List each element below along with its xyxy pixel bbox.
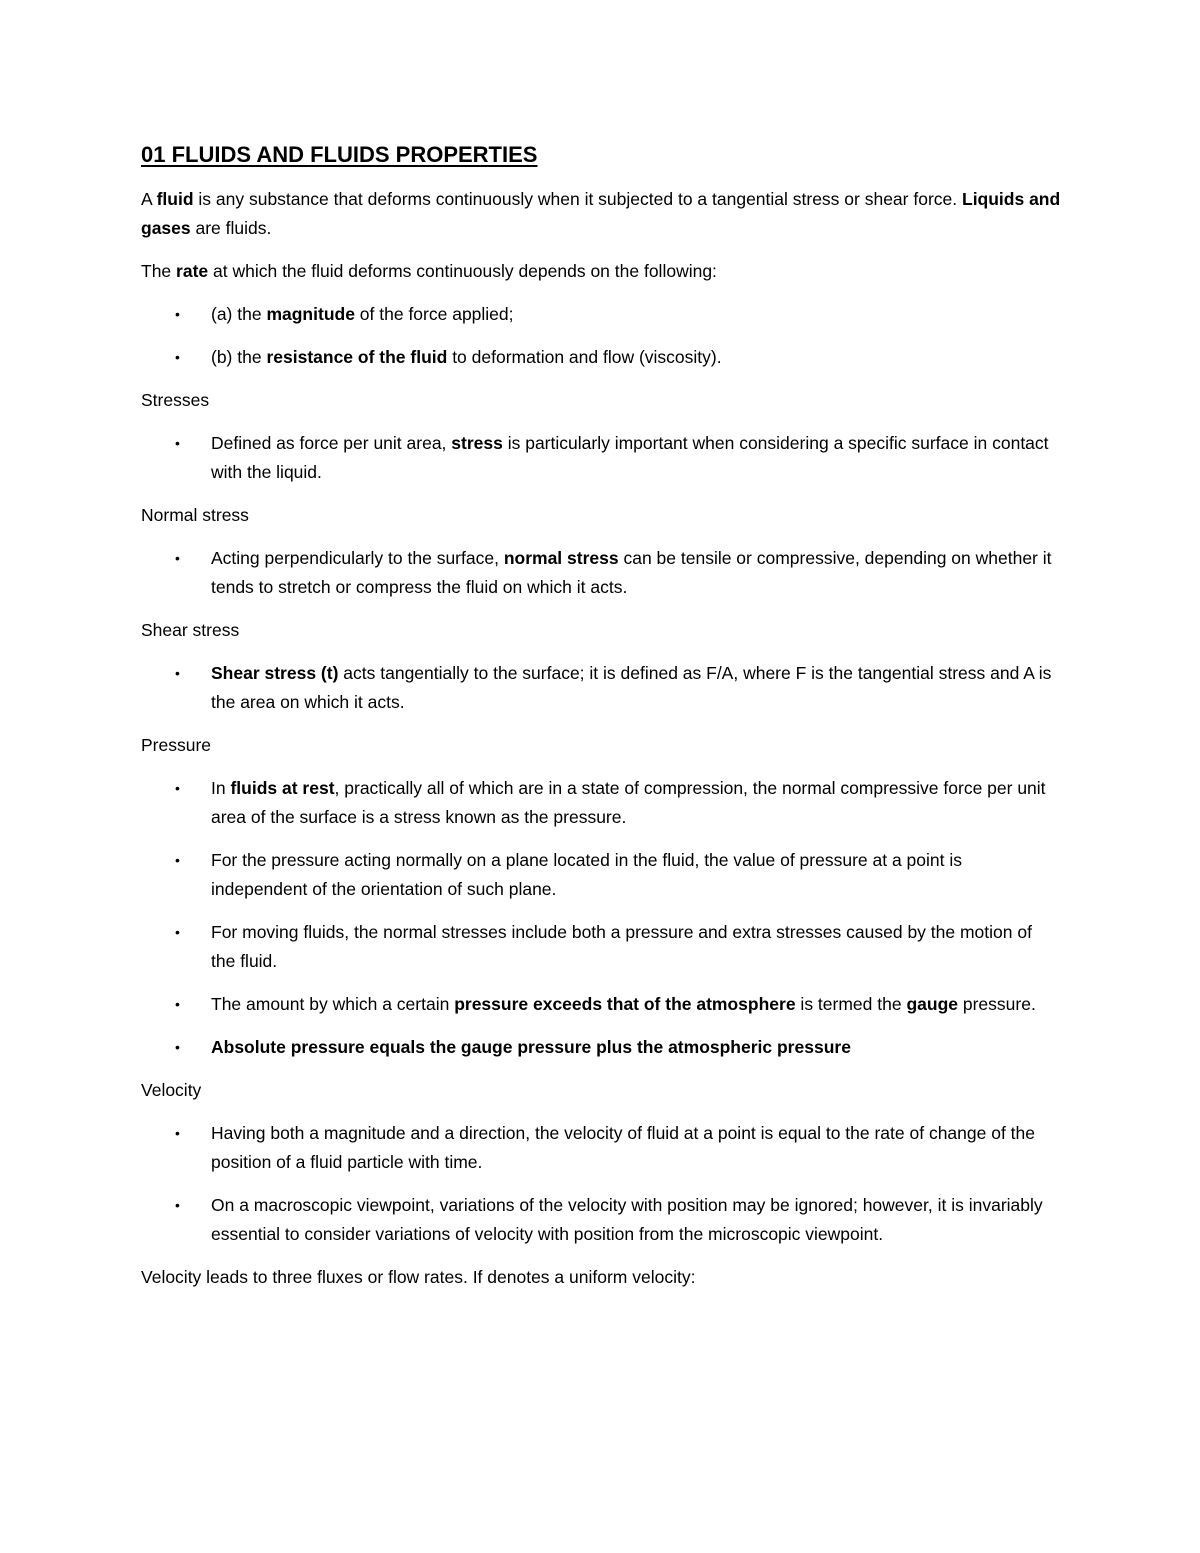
bold-term: gauge <box>906 993 958 1014</box>
text-run: , practically all of which are in a state of compression, the normal compressive force per unit area of the surface is a stress known as the pressure. <box>211 777 1046 827</box>
section-heading-pressure: Pressure <box>141 734 212 755</box>
text-run: The <box>141 260 177 281</box>
section-heading-stresses: Stresses <box>141 389 210 410</box>
section-heading-velocity: Velocity <box>141 1079 202 1100</box>
closing-paragraph: Velocity leads to three fluxes or flow rates. If denotes a uniform velocity: <box>141 1266 696 1287</box>
text-run: is any substance that deforms continuously when it subjected to a tangential stress or shear force. <box>193 188 962 209</box>
text-run: In <box>211 777 231 798</box>
list-item <box>141 429 1061 487</box>
fluid-definition-paragraph <box>141 185 1061 243</box>
pressure-list <box>141 774 1061 1062</box>
text-run: On a macroscopic viewpoint, variations of the velocity with position may be ignored; however, it is invariably essential to consider variations of velocity with position from the microscopic viewpoint. <box>211 1194 1043 1244</box>
bullet-icon: • <box>175 923 180 940</box>
text-run: is termed the <box>795 993 907 1014</box>
bold-term: rate <box>176 260 209 281</box>
text-run: Having both a magnitude and a direction, the velocity of fluid at a point is equal to the rate of change of the position of a fluid particle with time. <box>211 1122 1036 1172</box>
text-run: to deformation and flow (viscosity). <box>447 346 722 367</box>
bullet-icon: • <box>175 1124 180 1141</box>
bullet-icon: • <box>175 434 180 451</box>
text-run: of the force applied; <box>354 303 514 324</box>
list-item <box>141 846 1061 904</box>
normal-stress-list <box>141 544 1061 602</box>
text-run: The amount by which a certain <box>211 993 455 1014</box>
section-heading-normal-stress: Normal stress <box>141 504 249 525</box>
text-run: pressure. <box>958 993 1036 1014</box>
bullet-icon: • <box>175 348 180 365</box>
text-run: is particularly important when considering a specific surface in contact with the liquid. <box>211 432 1049 482</box>
velocity-list <box>141 1119 1061 1249</box>
bullet-icon: • <box>175 549 180 566</box>
bold-term: pressure exceeds that of the atmosphere <box>454 993 796 1014</box>
page-title: 01 FLUIDS AND FLUIDS PROPERTIES <box>141 142 538 167</box>
list-item <box>141 774 1061 832</box>
section-heading-shear-stress: Shear stress <box>141 619 240 640</box>
list-item <box>141 1191 1061 1249</box>
bullet-icon: • <box>175 779 180 796</box>
rate-factors-list <box>141 300 1061 372</box>
document-page <box>141 140 1061 1306</box>
bullet-icon: • <box>175 995 180 1012</box>
text-run: (b) the <box>211 346 267 367</box>
bold-term: magnitude <box>266 303 355 324</box>
bullet-icon: • <box>175 1196 180 1213</box>
rate-paragraph <box>141 257 1061 286</box>
text-run: can be tensile or compressive, depending on whether it tends to stretch or compress the fluid on which it acts. <box>211 547 1052 597</box>
text-run: For moving fluids, the normal stresses include both a pressure and extra stresses caused by the motion of the fluid. <box>211 921 1032 971</box>
bold-term: Liquids and gases <box>141 188 1061 238</box>
bold-term: fluids at rest <box>230 777 335 798</box>
bold-term: stress <box>451 432 503 453</box>
bold-term: Absolute pressure equals the gauge pressure plus the atmospheric pressure <box>211 1036 851 1057</box>
list-item <box>141 300 1061 329</box>
list-item <box>141 1119 1061 1177</box>
bold-term: resistance of the fluid <box>266 346 448 367</box>
list-item <box>141 659 1061 717</box>
bullet-icon: • <box>175 664 180 681</box>
list-item <box>141 1033 1061 1062</box>
bullet-icon: • <box>175 1038 180 1055</box>
bold-term: Shear stress (t) <box>211 662 339 683</box>
stresses-list <box>141 429 1061 487</box>
bold-term: normal stress <box>503 547 619 568</box>
list-item <box>141 990 1061 1019</box>
list-item <box>141 544 1061 602</box>
bold-term: fluid <box>156 188 194 209</box>
text-run: A <box>141 188 157 209</box>
bullet-icon: • <box>175 305 180 322</box>
list-item <box>141 343 1061 372</box>
text-run: For the pressure acting normally on a plane located in the fluid, the value of pressure at a point is independent of the orientation of such plane. <box>211 849 962 899</box>
text-run: are fluids. <box>190 217 272 238</box>
text-run: at which the fluid deforms continuously depends on the following: <box>208 260 717 281</box>
text-run: Defined as force per unit area, <box>211 432 452 453</box>
list-item <box>141 918 1061 976</box>
text-run: Acting perpendicularly to the surface, <box>211 547 504 568</box>
text-run: acts tangentially to the surface; it is defined as F/A, where F is the tangential stress and A is the area on which it acts. <box>211 662 1052 712</box>
shear-stress-list <box>141 659 1061 717</box>
bullet-icon: • <box>175 851 180 868</box>
text-run: (a) the <box>211 303 267 324</box>
